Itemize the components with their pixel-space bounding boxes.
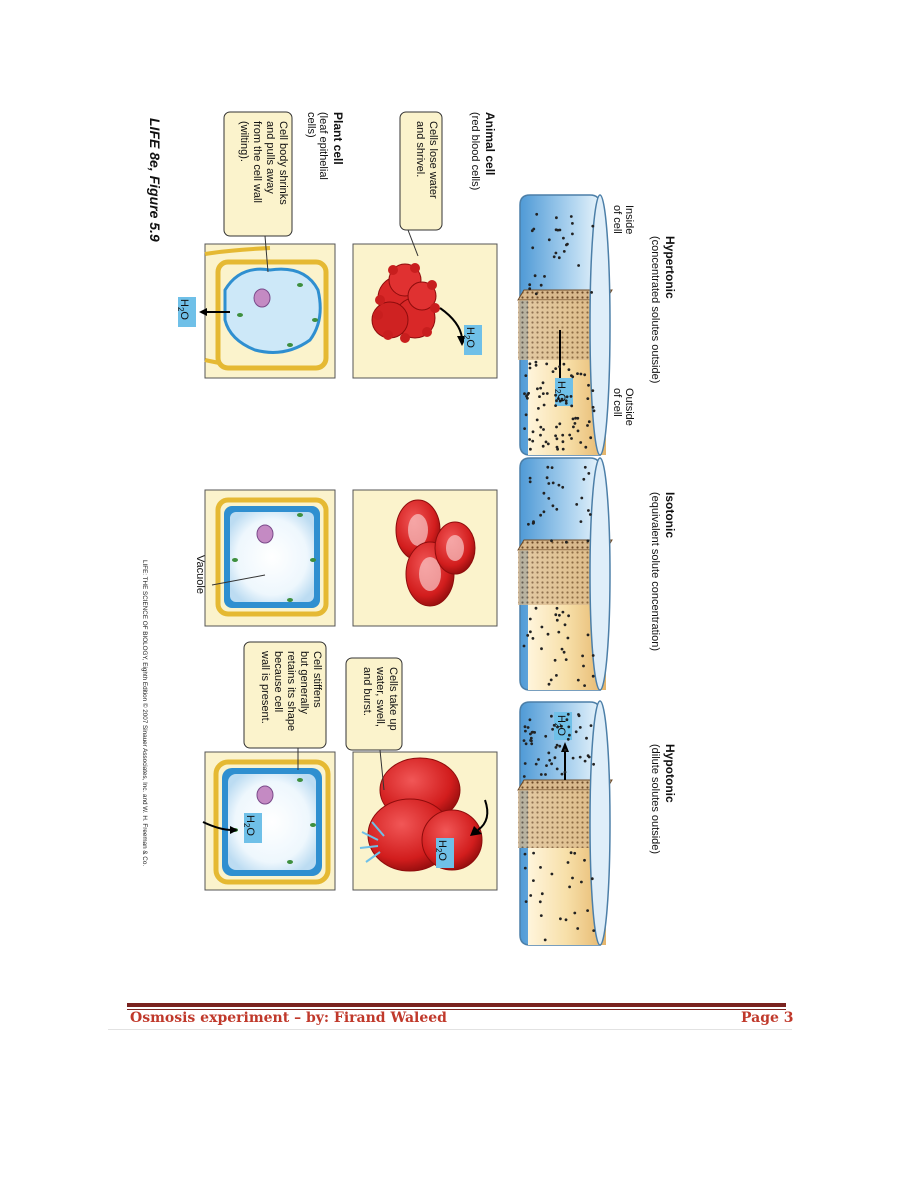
callout-text: and shrivel. (414, 121, 426, 178)
solute-dot (547, 482, 550, 485)
solute-dot (525, 900, 528, 903)
solute-dot (554, 367, 557, 370)
solute-dot (545, 363, 548, 366)
solute-dot (550, 539, 553, 542)
solute-dot (568, 434, 571, 437)
solute-dot (559, 917, 562, 920)
solute-dot (544, 735, 547, 738)
solute-dot (556, 619, 559, 622)
solute-dot (577, 679, 580, 682)
solute-dot (551, 728, 554, 731)
outside-label-1: Outside (623, 388, 635, 426)
solute-dot (524, 867, 527, 870)
solute-dot (561, 648, 564, 651)
plant-cell-hyper (178, 248, 326, 368)
beaker-isotonic (518, 458, 612, 690)
solute-dot (592, 763, 595, 766)
solute-dot (523, 427, 526, 430)
footer-title: Osmosis experiment – by: Firand Waleed (130, 1010, 447, 1026)
solute-dot (555, 426, 558, 429)
solute-dot (527, 523, 530, 526)
solute-dot (542, 392, 545, 395)
solute-dot (554, 404, 557, 407)
solute-dot (535, 213, 538, 216)
solute-dot (524, 725, 527, 728)
solute-dot (580, 520, 583, 523)
solute-dot (557, 631, 560, 634)
solute-dot (573, 912, 576, 915)
solute-dot (562, 448, 565, 451)
solute-dot (542, 428, 545, 431)
solute-dot (532, 852, 535, 855)
solute-dot (528, 438, 531, 441)
solute-dot (536, 387, 539, 390)
animal-row-title: Animal cell (483, 112, 497, 176)
figure-reference: LIFE 8e, Figure 5.9 (147, 118, 163, 242)
solute-dot (555, 674, 558, 677)
solute-dot (566, 243, 569, 246)
plant-row-subtitle-2: cells) (305, 112, 317, 138)
solute-dot (532, 228, 535, 231)
solute-dot (539, 514, 542, 517)
solute-dot (545, 441, 548, 444)
solute-dot (552, 370, 555, 373)
solute-dot (524, 853, 527, 856)
callout-text: but generally (298, 651, 310, 714)
solute-dot (556, 768, 559, 771)
solute-dot (565, 918, 568, 921)
solute-dot (562, 237, 565, 240)
solute-dot (563, 651, 566, 654)
solute-dot (562, 611, 565, 614)
solute-dot (584, 466, 587, 469)
solute-dot (584, 760, 587, 763)
solute-dot (543, 510, 546, 513)
inside-label-2: of cell (611, 205, 623, 234)
solute-dot (561, 434, 564, 437)
solute-dot (590, 291, 593, 294)
solute-dot (535, 607, 538, 610)
solute-dot (577, 264, 580, 267)
solute-dot (558, 365, 561, 368)
solute-dot (587, 384, 590, 387)
solute-dot (590, 724, 593, 727)
hypertonic-title: Hypertonic (663, 236, 677, 299)
callout-text: wall is present. (259, 651, 271, 724)
solute-dot (592, 675, 595, 678)
solute-dot (550, 679, 553, 682)
solute-dot (547, 752, 550, 755)
solute-dot (531, 731, 534, 734)
solute-dot (524, 374, 527, 377)
solute-dot (531, 440, 534, 443)
solute-dot (535, 361, 538, 364)
solute-dot (535, 292, 538, 295)
callout-text: and burst. (361, 667, 373, 716)
solute-dot (528, 287, 531, 290)
hypotonic-subtitle: (dilute solutes outside) (649, 744, 661, 855)
solute-dot (529, 618, 532, 621)
solute-dot (556, 437, 559, 440)
solute-dot (579, 726, 582, 729)
solute-dot (540, 773, 543, 776)
solute-dot (583, 684, 586, 687)
solute-dot (538, 395, 541, 398)
solute-dot (547, 633, 550, 636)
solute-dot (576, 927, 579, 930)
solute-dot (540, 647, 543, 650)
solute-dot (539, 900, 542, 903)
solute-dot (565, 541, 568, 544)
solute-dot (554, 659, 557, 662)
isotonic-title: Isotonic (663, 492, 677, 539)
solute-dot (558, 422, 561, 425)
solute-dot (571, 233, 574, 236)
solute-dot (554, 434, 557, 437)
solute-dot (556, 448, 559, 451)
solute-dot (571, 375, 574, 378)
solute-dot (565, 402, 568, 405)
solute-dot (547, 497, 550, 500)
beaker-hypertonic (518, 195, 612, 455)
solute-dot (587, 634, 590, 637)
solute-dot (542, 381, 545, 384)
solute-dot (529, 362, 532, 365)
solute-dot (589, 513, 592, 516)
solute-dot (529, 367, 532, 370)
solute-dot (588, 756, 591, 759)
solute-dot (563, 363, 566, 366)
solute-dot (536, 419, 539, 422)
solute-dot (539, 866, 542, 869)
solute-dot (541, 626, 544, 629)
h2o-label: $H_2O$ (553, 381, 567, 402)
solute-dot (534, 274, 537, 277)
callout-text: (wilting). (238, 121, 250, 162)
solute-dot (546, 392, 549, 395)
solute-dot (524, 762, 527, 765)
solute-dot (567, 614, 570, 617)
callout-text: Cells take up (387, 667, 399, 731)
solute-dot (537, 407, 540, 410)
solute-dot (535, 364, 538, 367)
solute-dot (572, 757, 575, 760)
solute-dot (587, 472, 590, 475)
solute-dot (539, 426, 542, 429)
solute-dot (544, 939, 547, 942)
solute-dot (565, 658, 568, 661)
solute-dot (529, 448, 532, 451)
solute-dot (587, 539, 590, 542)
solute-dot (587, 509, 590, 512)
solute-dot (523, 645, 526, 648)
solute-dot (523, 392, 526, 395)
solute-dot (540, 284, 543, 287)
solute-dot (579, 756, 582, 759)
plant-cell-hypo (203, 762, 328, 882)
solute-dot (567, 738, 570, 741)
solute-dot (546, 476, 549, 479)
solute-dot (584, 446, 587, 449)
solute-dot (524, 730, 527, 733)
page-number: Page 3 (741, 1010, 794, 1026)
solute-dot (535, 763, 538, 766)
solute-dot (525, 742, 528, 745)
solute-dot (564, 623, 567, 626)
solute-dot (550, 715, 553, 718)
solute-dot (580, 497, 583, 500)
solute-dot (530, 742, 533, 745)
solute-dot (580, 881, 583, 884)
solute-dot (553, 255, 556, 258)
solute-dot (570, 215, 573, 218)
solute-dot (586, 397, 589, 400)
solute-dot (563, 250, 566, 253)
solute-dot (529, 477, 532, 480)
hypertonic-subtitle: (concentrated solutes outside) (649, 236, 661, 384)
solute-dot (585, 737, 588, 740)
solute-dot (580, 373, 583, 376)
callout-text: because cell (272, 651, 284, 713)
solute-dot (539, 434, 542, 437)
solute-dot (568, 886, 571, 889)
h2o-label: $H_2O$ (176, 299, 190, 320)
h2o-label: $H_2O$ (434, 840, 448, 861)
solute-dot (582, 478, 585, 481)
solute-dot (561, 486, 564, 489)
plant-row-subtitle-1: (leaf epithelial (317, 112, 329, 180)
plant-row-title: Plant cell (331, 112, 345, 165)
solute-dot (523, 739, 526, 742)
solute-dot (554, 756, 557, 759)
solute-dot (540, 914, 543, 917)
solute-dot (531, 246, 534, 249)
solute-dot (586, 909, 589, 912)
solute-dot (548, 238, 551, 241)
solute-dot (576, 372, 579, 375)
solute-dot (526, 634, 529, 637)
callout-text: retains its shape (285, 651, 297, 732)
solute-dot (550, 762, 553, 765)
solute-dot (592, 406, 595, 409)
solute-dot (577, 430, 580, 433)
solute-dot (588, 420, 591, 423)
solute-dot (533, 731, 536, 734)
solute-dot (571, 877, 574, 880)
solute-dot (528, 283, 531, 286)
solute-dot (548, 759, 551, 762)
solute-dot (544, 773, 547, 776)
solute-dot (555, 508, 558, 511)
solute-dot (558, 484, 561, 487)
solute-dot (562, 440, 565, 443)
solute-dot (532, 430, 535, 433)
solute-dot (546, 466, 549, 469)
solute-dot (575, 730, 578, 733)
solute-dot (592, 654, 595, 657)
solute-dot (554, 613, 557, 616)
solute-dot (570, 395, 573, 398)
solute-dot (527, 726, 530, 729)
solute-dot (555, 216, 558, 219)
solute-dot (555, 252, 558, 255)
h2o-label: $H_2O$ (462, 327, 476, 348)
solute-dot (556, 607, 559, 610)
solute-dot (592, 929, 595, 932)
footer-rule (127, 1003, 786, 1007)
solute-dot (571, 222, 574, 225)
solute-dot (591, 877, 594, 880)
solute-dot (532, 520, 535, 523)
solute-dot (567, 637, 570, 640)
solute-dot (525, 395, 528, 398)
solute-dot (583, 859, 586, 862)
isotonic-subtitle: (equivalent solute concentration) (649, 492, 661, 651)
solute-dot (541, 892, 544, 895)
solute-dot (552, 504, 555, 507)
solute-dot (581, 655, 584, 658)
solute-dot (551, 466, 554, 469)
h2o-label: $H_2O$ (242, 815, 256, 836)
solute-dot (529, 480, 532, 483)
solute-dot (525, 413, 528, 416)
callout-text: water, swell, (374, 667, 386, 727)
solute-dot (582, 665, 585, 668)
inside-label-1: Inside (623, 205, 635, 235)
solute-dot (564, 771, 567, 774)
solute-dot (543, 275, 546, 278)
callout-text: Cell stiffens (311, 651, 323, 708)
plant-cell-iso (212, 500, 326, 614)
footer-bottom-rule (108, 1029, 792, 1030)
animal-row-subtitle: (red blood cells) (469, 112, 481, 191)
callout-text: Cells lose water (427, 121, 439, 199)
solute-dot (543, 492, 546, 495)
solute-dot (568, 368, 571, 371)
solute-dot (583, 373, 586, 376)
vacuole-label: Vacuole (194, 555, 206, 594)
solute-dot (529, 894, 532, 897)
solute-dot (568, 734, 571, 737)
solute-dot (578, 714, 581, 717)
h2o-label: $H_2O$ (553, 715, 567, 736)
solute-dot (589, 436, 592, 439)
solute-dot (572, 426, 575, 429)
solute-dot (591, 389, 594, 392)
solute-dot (570, 405, 573, 408)
solute-dot (532, 879, 535, 882)
hypotonic-title: Hypotonic (663, 744, 677, 803)
solute-dot (529, 718, 532, 721)
solute-dot (567, 861, 570, 864)
solute-dot (558, 614, 561, 617)
solute-dot (570, 437, 573, 440)
solute-dot (529, 739, 532, 742)
callout-text: from the cell wall (251, 121, 263, 203)
outside-label-2: of cell (611, 388, 623, 417)
solute-dot (543, 404, 546, 407)
solute-dot (545, 764, 548, 767)
solute-dot (561, 773, 564, 776)
solute-dot (575, 503, 578, 506)
solute-dot (564, 749, 567, 752)
solute-dot (557, 229, 560, 232)
solute-dot (552, 482, 555, 485)
copyright-line: LIFE: THE SCIENCE OF BIOLOGY, Eighth Edition © 2007 Sinauer Associates, Inc. and W. H. Freeman & Co. (141, 560, 148, 867)
solute-dot (579, 441, 582, 444)
solute-dot (532, 637, 535, 640)
callout-text: Cell body shrinks (277, 121, 289, 205)
callout-text: and pulls away (264, 121, 276, 194)
solute-dot (551, 873, 554, 876)
solute-dot (539, 387, 542, 390)
solute-dot (558, 256, 561, 259)
solute-dot (555, 746, 558, 749)
solute-dot (574, 422, 577, 425)
solute-dot (591, 225, 594, 228)
solute-dot (558, 745, 561, 748)
solute-dot (574, 417, 577, 420)
solute-dot (593, 409, 596, 412)
solute-dot (523, 775, 526, 778)
solute-dot (586, 424, 589, 427)
solute-dot (537, 758, 540, 761)
solute-dot (570, 851, 573, 854)
solute-dot (529, 630, 532, 633)
solute-dot (548, 683, 551, 686)
solute-dot (547, 443, 550, 446)
solute-dot (542, 445, 545, 448)
solute-dot (573, 852, 576, 855)
solute-dot (572, 418, 575, 421)
